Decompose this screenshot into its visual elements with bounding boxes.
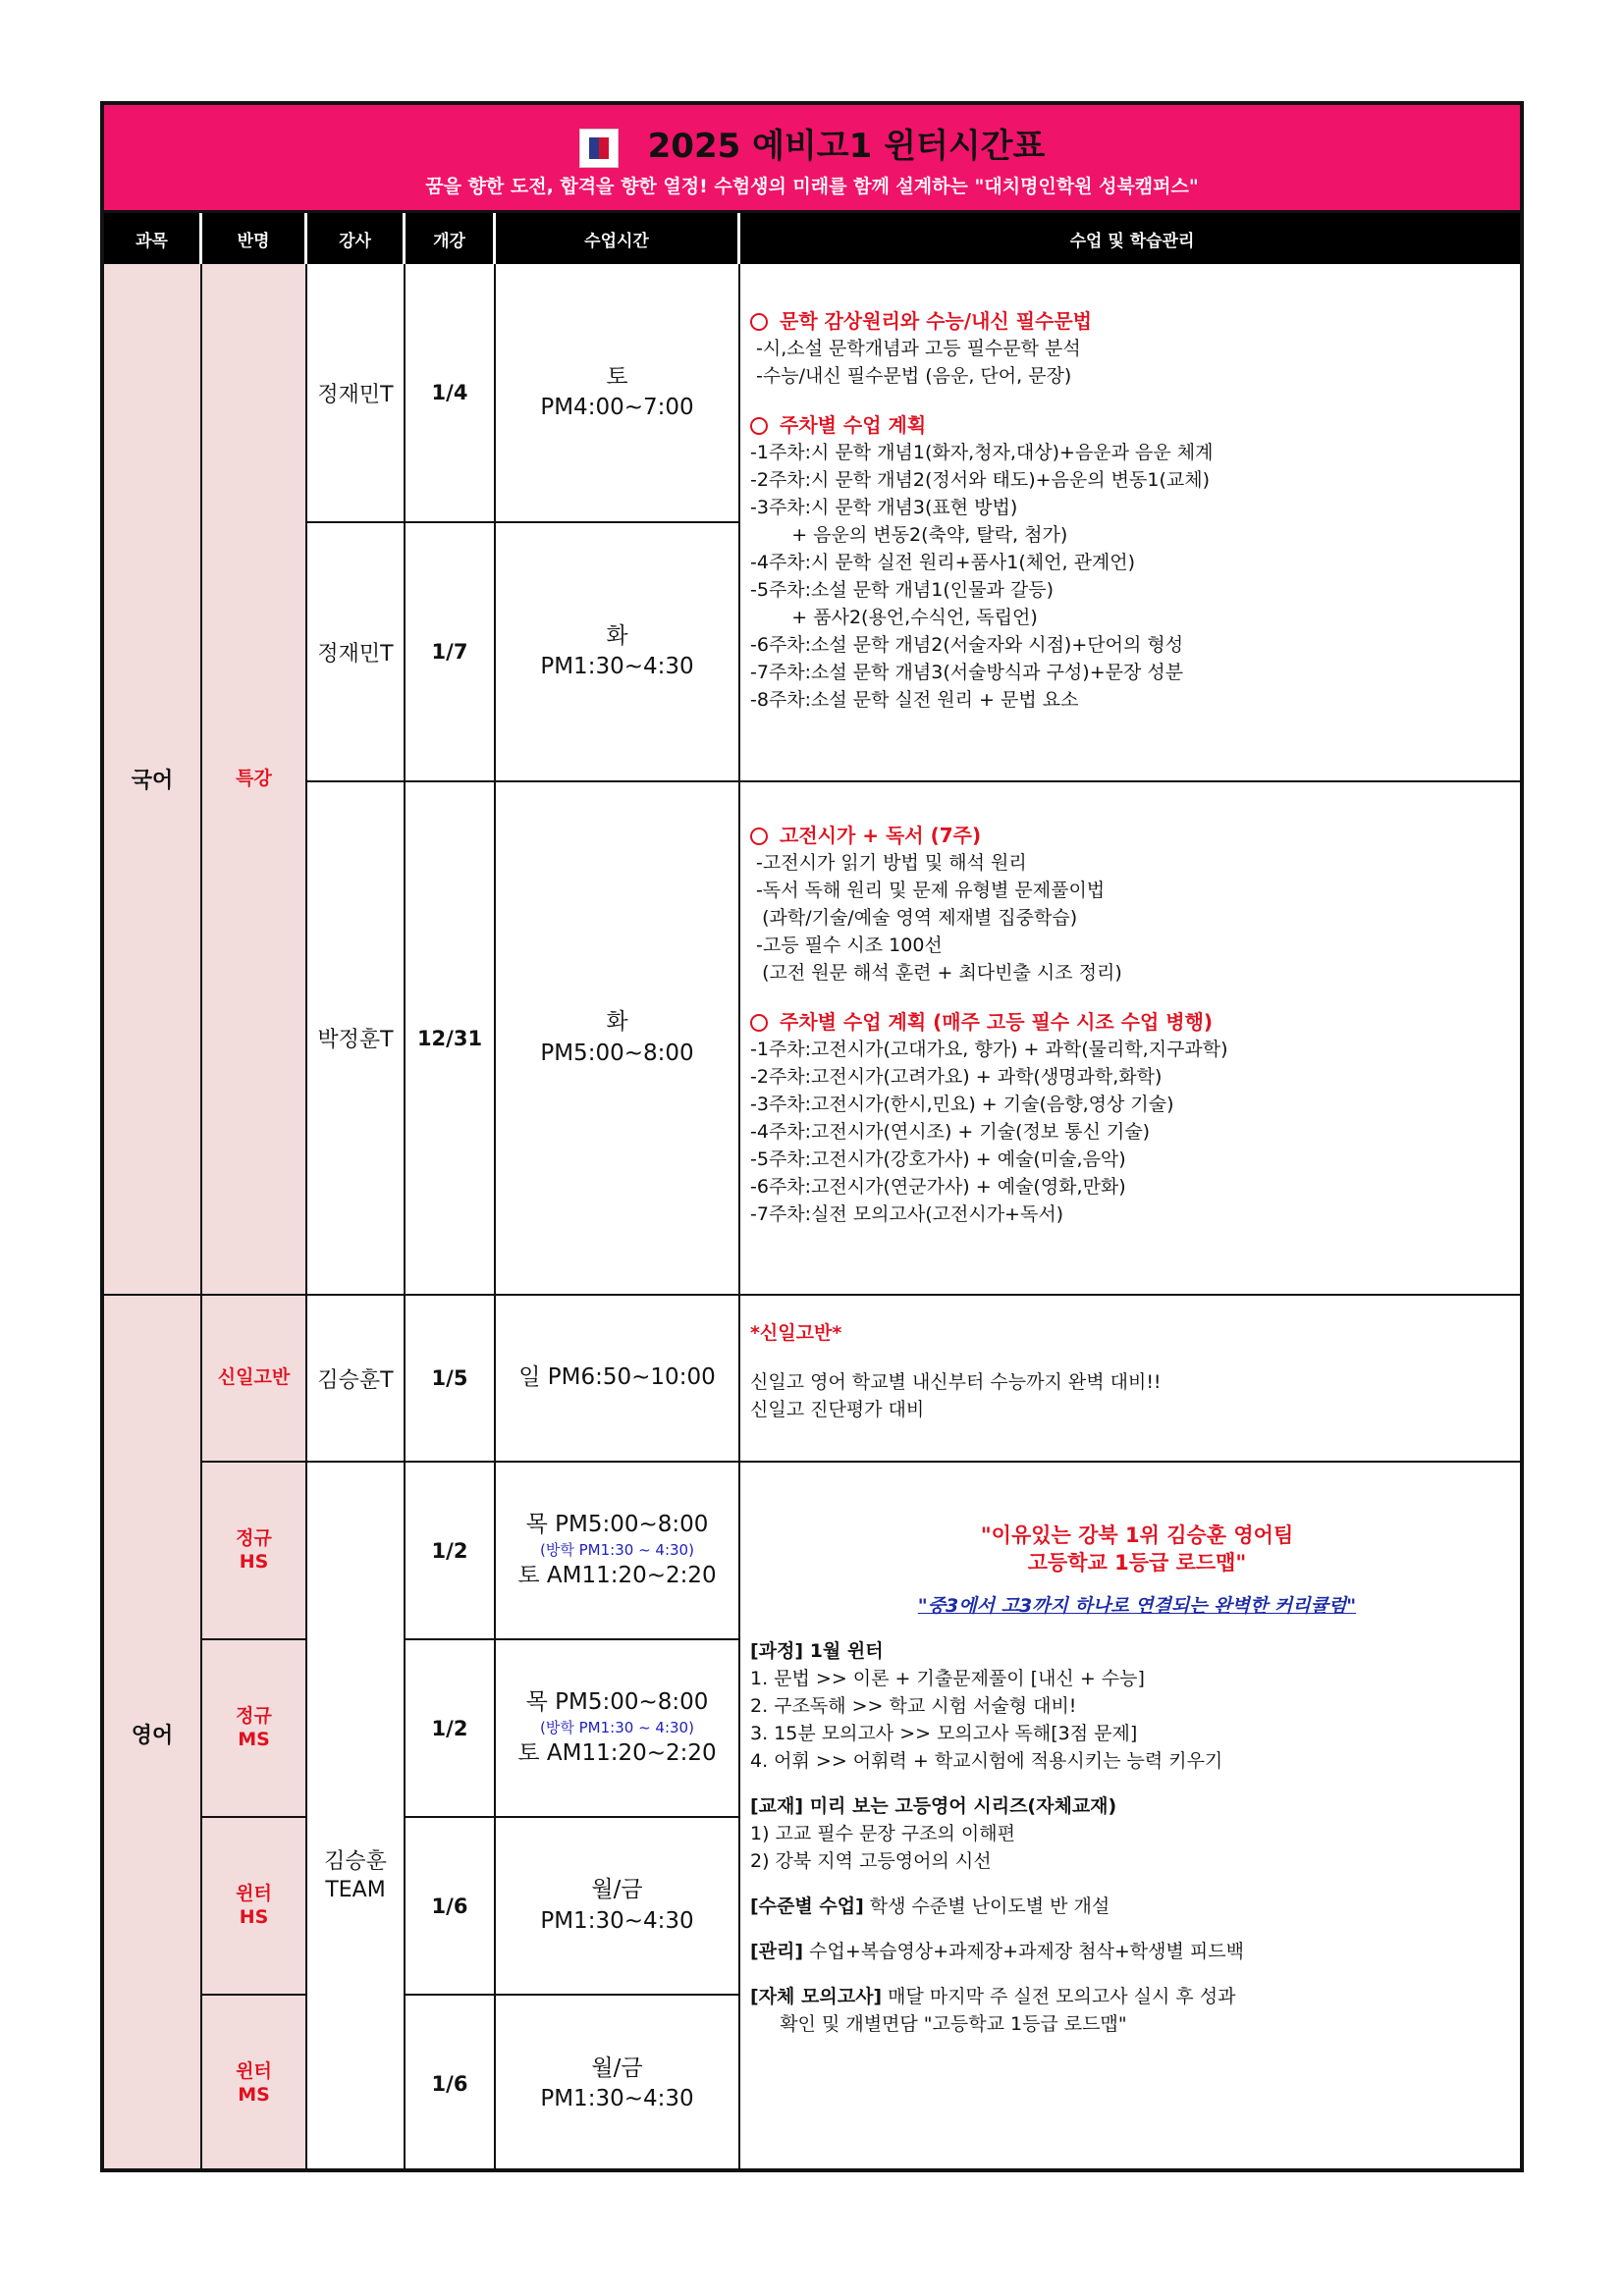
header-time: 수업시간	[496, 213, 740, 264]
content-cell-literature: 문학 감상원리와 수능/내신 필수문법 -시,소설 문학개념과 고등 필수문학 분석 -수능/내신 필수문법 (음운, 단어, 문장) 주차별 수업 계획 -1주차:시 문학 개념1(화자,청자,대상)+음운과 음운 체계 -2주차:시 문학 개념2(정서와 태도)+음운의 변동1(교체) -3주차:시 문학 개념3(표현 방법) + 음운의 변동2(축약, 탈락, 첨가) -4주차:시 문학 실전 원리+품사1(체언, 관계언) -5주차:소설 문학 개념1(인물과 갈등) + 품사2(용언,수식언, 독립언) -6주차:소설 문학 개념2(서술자와 시점)+단어의 형성 -7주차:소설 문학 개념3(서술방식과 구성)+문장 성분 -8주차:소설 문학 실전 원리 + 문법 요소	[740, 264, 1524, 782]
time-cell: 화 PM5:00~8:00	[496, 782, 740, 1296]
class-winter-hs: 윈터 HS	[202, 1818, 307, 1996]
header-content: 수업 및 학습관리	[740, 213, 1524, 264]
circle-bullet-icon	[750, 313, 768, 331]
content-cell-classics: 고전시가 + 독서 (7주) -고전시가 읽기 방법 및 해석 원리 -독서 독해 원리 및 문제 유형별 문제풀이법 (과학/기술/예술 영역 제재별 집중학습) -고등 필수 시조 100선 (고전 원문 해석 훈련 + 최다빈출 시조 정리) 주차별 수업 계획 (매주 고등 필수 시조 수업 병행) -1주차:고전시가(고대가요, 향가) + 과학(물리학,지구과학) -2주차:고전시가(고려가요) + 과학(생명과학,화학) -3주차:고전시가(한시,민요) + 기술(음향,영상 기술) -4주차:고전시가(연시조) + 기술(정보 통신 기술) -5주차:고전시가(강호가사) + 예술(미술,음악) -6주차:고전시가(연군가사) + 예술(영화,만화) -7주차:실전 모의고사(고전시가+독서)	[740, 782, 1524, 1296]
circle-bullet-icon	[750, 417, 768, 435]
circle-bullet-icon	[750, 1014, 768, 1032]
class-special: 특강	[202, 264, 307, 1296]
open-date-cell: 1/2	[406, 1640, 496, 1818]
header-open: 개강	[406, 213, 496, 264]
page-title: 2025 예비고1 윈터시간표	[647, 127, 1046, 166]
time-cell: 목 PM5:00~8:00 (방학 PM1:30 ~ 4:30) 토 AM11:20~2:20	[496, 1463, 740, 1640]
circle-bullet-icon	[750, 828, 768, 845]
header-teacher: 강사	[307, 213, 406, 264]
subject-korean: 국어	[104, 264, 202, 1296]
header-class: 반명	[202, 213, 307, 264]
class-regular-ms: 정규 MS	[202, 1640, 307, 1818]
header-subject: 과목	[104, 213, 202, 264]
time-cell: 토 PM4:00~7:00	[496, 264, 740, 523]
time-cell: 월/금 PM1:30~4:30	[496, 1818, 740, 1996]
class-regular-hs: 정규 HS	[202, 1463, 307, 1640]
teacher-cell: 정재민T	[307, 264, 406, 523]
class-sinil: 신일고반	[202, 1296, 307, 1463]
open-date-cell: 1/7	[406, 523, 496, 782]
teacher-cell: 정재민T	[307, 523, 406, 782]
banner	[104, 105, 1520, 213]
content-cell-sinil: *신일고반* 신일고 영어 학교별 내신부터 수능까지 완벽 대비!! 신일고 진단평가 대비	[740, 1296, 1524, 1463]
page-subtitle: 꿈을 향한 도전, 합격을 향한 열정! 수험생의 미래를 함께 설계하는 "대치명인학원 성북캠퍼스"	[425, 176, 1199, 197]
subject-english: 영어	[104, 1296, 202, 2172]
time-cell: 목 PM5:00~8:00 (방학 PM1:30 ~ 4:30) 토 AM11:20~2:20	[496, 1640, 740, 1818]
open-date-cell: 1/6	[406, 1818, 496, 1996]
open-date-cell: 1/2	[406, 1463, 496, 1640]
teacher-cell: 박정훈T	[307, 782, 406, 1296]
timetable-frame	[100, 101, 1524, 2172]
open-date-cell: 1/4	[406, 264, 496, 523]
time-cell: 화 PM1:30~4:30	[496, 523, 740, 782]
content-cell-english-team: "이유있는 강북 1위 김승훈 영어팀 고등학교 1등급 로드맵" "중3에서 고3까지 하나로 연결되는 완벽한 커리큘럼" [과정] 1월 윈터 1. 문법 >> 이론 + 기출문제풀이 [내신 + 수능] 2. 구조독해 >> 학교 시험 서술형 대비! 3. 15분 모의고사 >> 모의고사 독해[3점 문제] 4. 어휘 >> 어휘력 + 학교시험에 적용시키는 능력 키우기 [교재] 미리 보는 고등영어 시리즈(자체교재) 1) 고교 필수 문장 구조의 이해편 2) 강북 지역 고등영어의 시선 [수준별 수업] 학생 수준별 난이도별 반 개설 [관리] 수업+복습영상+과제장+과제장 첨삭+학생별 피드백 [자체 모의고사] 매달 마지막 주 실전 모의고사 실시 후 성과 확인 및 개별면담 "고등학교 1등급 로드맵"	[750, 1523, 1357, 2035]
time-cell: 월/금 PM1:30~4:30	[496, 1996, 740, 2172]
teacher-cell: 김승훈T	[307, 1296, 406, 1463]
time-cell: 일 PM6:50~10:00	[496, 1296, 740, 1463]
open-date-cell: 1/5	[406, 1296, 496, 1463]
open-date-cell: 1/6	[406, 1996, 496, 2172]
academy-logo-icon	[579, 129, 619, 168]
class-winter-ms: 윈터 MS	[202, 1996, 307, 2172]
teacher-team-cell: 김승훈 TEAM	[307, 1463, 406, 2172]
open-date-cell: 12/31	[406, 782, 496, 1296]
